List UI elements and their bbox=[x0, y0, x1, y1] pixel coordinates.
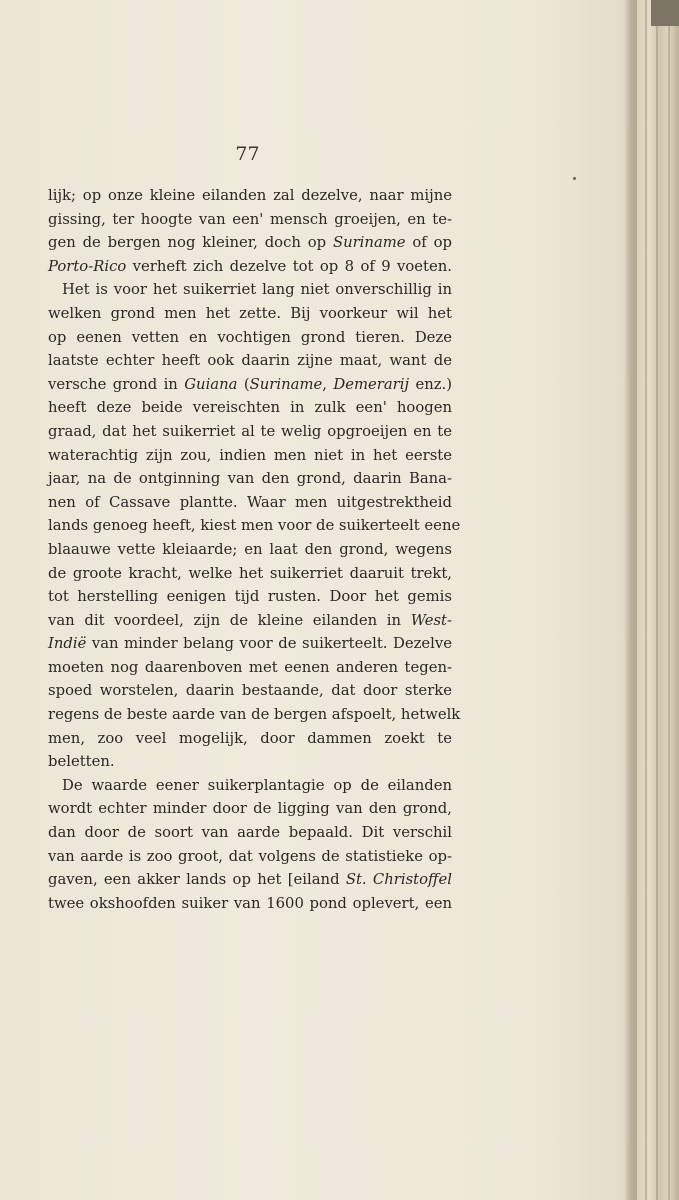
text-line bbox=[48, 821, 452, 845]
text-line bbox=[48, 349, 452, 373]
text-line bbox=[48, 892, 452, 916]
text-run: , bbox=[322, 375, 334, 393]
text-line bbox=[48, 491, 452, 515]
text-line bbox=[48, 797, 452, 821]
text-run: graad, dat het suikerriet al te welig opgroeijen en te bbox=[48, 422, 452, 440]
text-run: op eenen vetten en vochtigen grond tieren. Deze bbox=[48, 328, 452, 346]
text-line bbox=[48, 231, 452, 255]
page-edge-shadow bbox=[623, 0, 637, 1200]
italic-text: Suriname bbox=[249, 375, 323, 393]
text-run: welken grond men het zette. Bij voorkeur wil het bbox=[48, 304, 452, 322]
text-run: lands genoeg heeft, kiest men voor de suikerteelt eene bbox=[48, 517, 461, 535]
text-run: De waarde eener suikerplantagie op de eilanden bbox=[62, 776, 452, 794]
italic-text: Demerarij bbox=[333, 375, 410, 393]
text-run: enz.) bbox=[409, 375, 452, 393]
text-run: spoed worstelen, daarin bestaande, dat door sterke bbox=[48, 682, 452, 700]
book-fore-edge bbox=[637, 0, 679, 1200]
paper-speck bbox=[573, 177, 576, 180]
text-run: twee okshoofden suiker van 1600 pond oplevert, een bbox=[48, 894, 452, 912]
text-line bbox=[48, 208, 452, 232]
text-run: wordt echter minder door de ligging van den grond, bbox=[48, 800, 452, 818]
text-line bbox=[48, 302, 452, 326]
text-line bbox=[48, 396, 452, 420]
text-run: men, zoo veel mogelijk, door dammen zoekt te bbox=[48, 729, 452, 747]
text-line bbox=[48, 467, 452, 491]
text-line bbox=[48, 774, 452, 798]
text-line bbox=[48, 255, 452, 279]
text-run: gaven, een akker lands op het [eiland bbox=[48, 871, 346, 889]
text-run: van dit voordeel, zijn de kleine eilanden in bbox=[48, 611, 411, 629]
text-run: van minder belang voor de suikerteelt. Dezelve bbox=[86, 635, 452, 653]
text-run: van aarde is zoo groot, dat volgens de statistieke op- bbox=[48, 847, 452, 865]
text-line bbox=[48, 750, 452, 774]
text-run: Het is voor het suikerriet lang niet onverschillig in bbox=[62, 281, 452, 299]
italic-text: Suriname bbox=[332, 234, 406, 252]
text-line bbox=[48, 538, 452, 562]
text-line bbox=[48, 562, 452, 586]
italic-text: Guiana bbox=[184, 375, 238, 393]
text-line bbox=[48, 656, 452, 680]
fore-edge-stripe bbox=[668, 0, 670, 1200]
text-line bbox=[48, 444, 452, 468]
text-line bbox=[48, 679, 452, 703]
text-line bbox=[48, 326, 452, 350]
text-run: of op bbox=[405, 234, 452, 252]
text-line bbox=[48, 514, 461, 538]
text-run: heeft deze beide vereischten in zulk een' hoogen bbox=[48, 399, 452, 417]
text-line bbox=[48, 420, 452, 444]
italic-text: St. Christoffel bbox=[345, 871, 452, 889]
italic-text: Indië bbox=[48, 635, 87, 653]
text-run: gissing, ter hoogte van een' mensch groeijen, en te- bbox=[48, 210, 452, 228]
text-run: tot herstelling eenigen tijd rusten. Door het gemis bbox=[48, 588, 452, 606]
italic-text: West- bbox=[410, 611, 452, 629]
text-line bbox=[48, 609, 452, 633]
text-run: gen de bergen nog kleiner, doch op bbox=[48, 234, 333, 252]
text-line bbox=[48, 585, 452, 609]
text-run: verheft zich dezelve tot op 8 of 9 voeten. bbox=[126, 257, 452, 275]
body-text bbox=[48, 184, 461, 915]
italic-text: Porto-Rico bbox=[48, 257, 127, 275]
text-run: moeten nog daarenboven met eenen anderen tegen- bbox=[48, 658, 452, 676]
text-line bbox=[48, 632, 452, 656]
text-line bbox=[48, 845, 452, 869]
text-run: waterachtig zijn zou, indien men niet in het eerste bbox=[48, 446, 452, 464]
text-line bbox=[48, 278, 452, 302]
text-run: regens de beste aarde van de bergen afspoelt, hetwelk bbox=[48, 706, 461, 724]
text-line bbox=[48, 703, 461, 727]
fore-edge-stripe bbox=[645, 0, 647, 1200]
text-run: beletten. bbox=[48, 753, 115, 771]
dark-corner bbox=[651, 0, 679, 26]
text-line bbox=[48, 184, 452, 208]
text-line bbox=[48, 727, 452, 751]
text-run: lijk; op onze kleine eilanden zal dezelve, naar mijne bbox=[48, 187, 452, 204]
text-run: blaauwe vette kleiaarde; en laat den grond, wegens bbox=[48, 540, 452, 558]
text-line bbox=[48, 373, 452, 397]
page-number: 77 bbox=[235, 143, 260, 165]
fore-edge-stripe bbox=[656, 0, 658, 1200]
text-run: de groote kracht, welke het suikerriet daaruit trekt, bbox=[48, 564, 452, 582]
text-run: ( bbox=[237, 375, 250, 393]
text-run: nen of Cassave plantte. Waar men uitgestrektheid bbox=[48, 493, 452, 511]
text-run: dan door de soort van aarde bepaald. Dit verschil bbox=[48, 824, 452, 842]
text-run: jaar, na de ontginning van den grond, daarin Bana- bbox=[48, 470, 452, 488]
text-run: laatste echter heeft ook daarin zijne maat, want de bbox=[48, 352, 452, 370]
text-run: versche grond in bbox=[48, 375, 185, 393]
text-line bbox=[48, 868, 452, 892]
